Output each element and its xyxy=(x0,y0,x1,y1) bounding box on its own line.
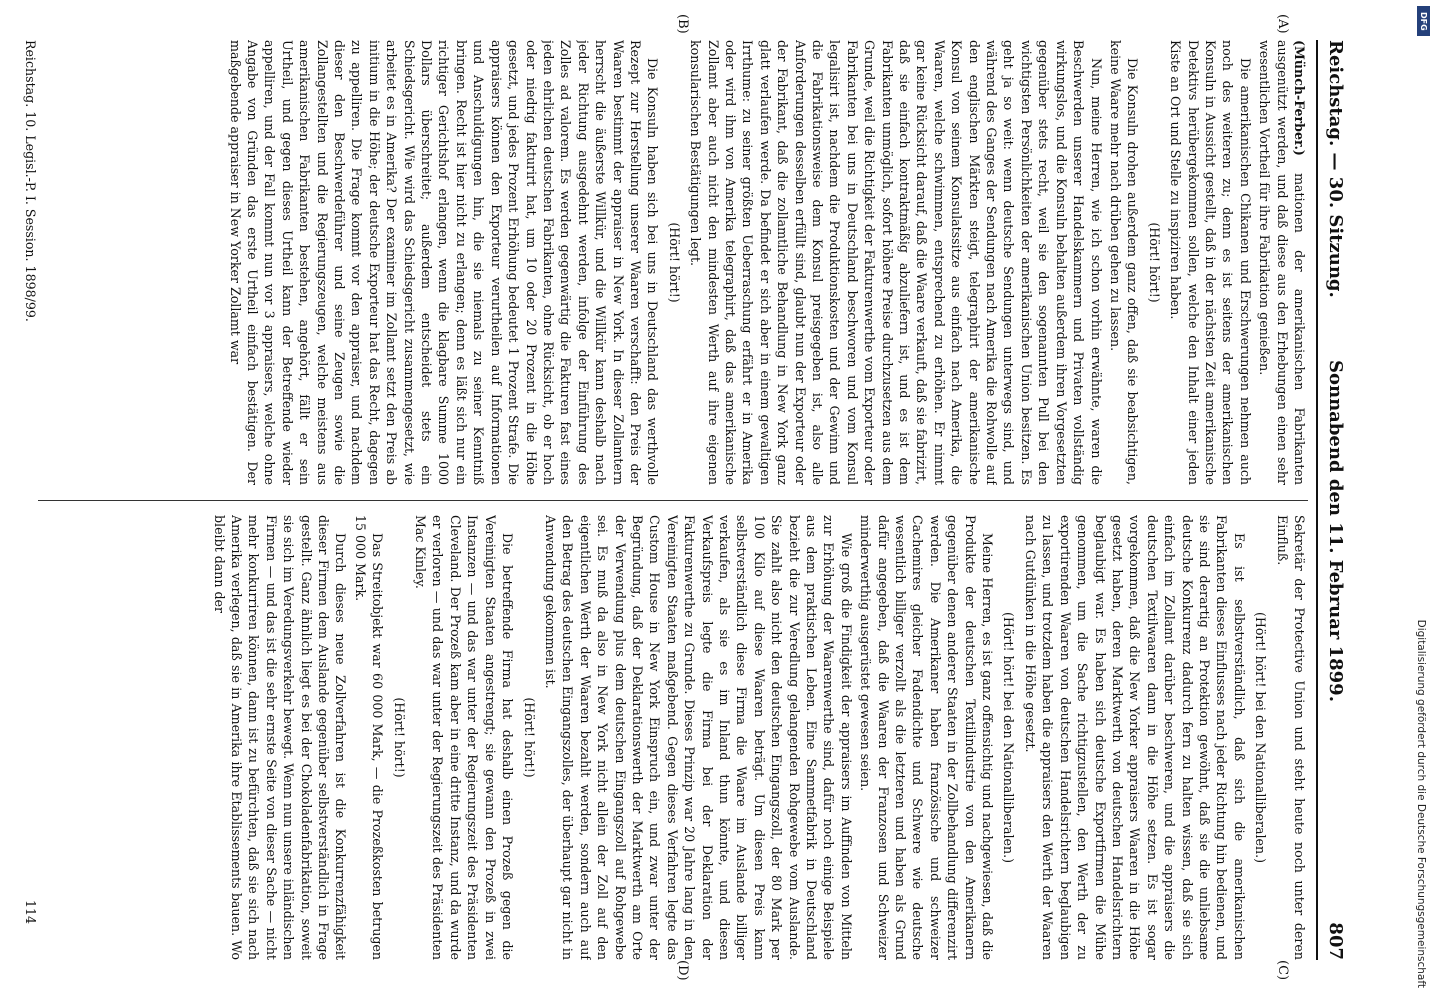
dfg-logo: DFG xyxy=(1417,6,1430,36)
right-column xyxy=(40,515,1308,960)
footer-signature: 114 xyxy=(23,900,38,925)
paragraph-text: mationen der amerikanischen Fabrikanten ausgenützt werden, und daß diese aus den Erhebungen einen sehr wesentlichen Vortheil für ihre Fabrikation genießen. xyxy=(1257,40,1307,485)
funding-credit-text: Digitalisierung gefördert durch die Deutsche Forschungsgemeinschaft xyxy=(1415,619,1427,988)
page-header xyxy=(1320,40,1350,960)
paragraph: Das Streitobjekt war 60 000 Mark, — die Prozeßkosten betrugen 15 000 Mark. xyxy=(352,515,386,960)
interjection: (Hört! hört!) xyxy=(391,697,407,778)
marker-b: (B) xyxy=(675,14,690,34)
paragraph xyxy=(1256,40,1308,485)
header-title: Reichstag. — 30. Sitzung. xyxy=(1325,40,1346,298)
paragraph: Die betreffende Firma hat deshalb einen Prozeß gegen die Vereinigten Staaten angestrengt; sie gewann den Prozeß in zwei Instanzen — und das war unter der Regierungszeit des Präsidenten Cleveland. Der Prozeß kam aber in eine dritte Instanz, und da wurde er verloren — und das war unter der Regierungszeit des Präsidenten Mac Kinley. xyxy=(413,515,516,960)
speaker-name: (Münch-Ferber.) xyxy=(1292,40,1307,156)
footer-session: Reichstag. 10. Legisl.-P. I. Session. 1898/99. xyxy=(23,40,38,322)
paragraph: Es ist selbstverständlich, daß sich die amerikanischen Fabrikanten dieses Einflusses nach jeder Richtung hin bedienen, und sie sind derartig an Protektion gewöhnt, daß sie die unliebsame deutsche Konkurrenz dadurch fern zu halten wissen, daß sie sich einfach im Zollamt darüber beschweren, und die appraisers die deutschen Textilwaaren dann in die Höhe setzen. Es ist sogar vorgekommen, daß die New Yorker appraisers Waaren in die Höhe gesetzt haben, deren Marktwerth von deutschen Handelsrichtern beglaubigt war. Es haben sich deutsche Exportfirmen die Mühe genommen, um die Sache richtigzustellen, den Werth der zu exportirenden Waaren von deutschen Handelsrichtern beglaubigen zu lassen, und trotzdem haben die appraisers den Werth der Waaren nach Gutdünken in die Höhe gesetzt. xyxy=(1022,515,1247,960)
left-column xyxy=(40,40,1308,485)
interjection: (Hört! hört!) xyxy=(521,697,537,778)
marker-a: (A) xyxy=(1275,14,1290,34)
paragraph: Nun, meine Herren, wie ich schon vorhin erwähnte, waren die Beschwerden unserer Handelskammern und Privaten vollständig wirkungslos, und die Konsuln behalten außerdem ihren Vorgesetzten gegenüber stets recht, weil sie den sogenannten Pull bei den wichtigsten Persönlichkeiten der amerikanischen Union besitzen. Es geht ja so weit: wenn deutsche Sendungen unterwegs sind, und während des Ganges der Sendungen nach Amerika die Rohwolle auf den englischen Märkten steigt, telegraphirt der amerikanische Konsul von seinem Konsulatssitze aus einfach nach Amerika, die Waaren, welche schwimmen, entsprechend zu erhöhen. Er nimmt gar keine Rücksicht darauf, daß die Waare verkauft, daß sie fabrizirt, daß sie einfach kontraktmäßig abzuliefern ist, und es ist dem Fabrikanten unmöglich, sofort höhere Preise durchzusetzen aus dem Grunde, weil die Richtigkeit der Fakturenwerthe vom Exporteur oder Fabrikanten bei uns in Deutschland beschworen und vom Konsul legalisirt ist, nachdem die Produktionskosten und der Gewinn und die Fabrikationsweise dem Konsul preisgegeben ist, also alle Anforderungen desselben erfüllt sind, glaubt nun der Exporteur oder der Fabrikant, daß die zollamtliche Behandlung in New York ganz glatt verlaufen werde. Da befindet er sich aber in einem gewaltigen Irrthume: zu seiner größten Ueberraschung erfährt er in Amerika oder wird ihm von Amerika telegraphirt, daß das amerikanische Zollamt aber auch nicht den mindesten Werth auf ihre eigenen konsularischen Bestätigungen legt. xyxy=(688,40,1104,485)
funding-credit xyxy=(1414,28,1428,988)
paragraph: Meine Herren, es ist ganz offensichtig und nachgewiesen, daß die Produkte der deutschen Textilindustrie von den Amerikanern gegenüber denen anderer Staaten in der Zollbehandlung differenzirt werden. Die Amerikaner haben französische und schweizer Cachemires gleicher Fadendichte und Schwere wie deutsche wesentlich billiger verzollt als die letzteren und haben als Grund dafür angegeben, daß die Waaren der Franzosen und Schweizer minderwerthig ausgerüstet gewesen seien. xyxy=(858,515,996,960)
header-rule xyxy=(1316,40,1318,960)
interjection: (Hört! hört! bei den Nationalliberalen.) xyxy=(1253,611,1269,864)
paragraph: Die Konsuln drohen außerdem ganz offen, daß sie beabsichtigen, keine Waare mehr nach drüben gehen zu lassen. xyxy=(1107,40,1141,485)
paragraph: Sekretär der Protective Union und steht heute noch unter deren Einfluß. xyxy=(1274,515,1307,960)
column-divider xyxy=(38,500,1308,501)
interjection: (Hört! hört!) xyxy=(666,222,682,303)
paragraph: Wie groß die Findigkeit der appraisers im Auffinden von Mitteln zur Erhöhung der Waarenwerthe sind, dafür noch einige Beispiele aus dem praktischen Leben. Eine Sammetfabrik in Deutschland bezieht die zur Veredlung gelangenden Rohgewebe vom Auslande. Sie zahlt also nicht den deutschen Eingangszoll, der 80 Mark per 100 Kilo auf diese Waaren beträgt. Um diesen Preis kann selbstverständlich diese Firma die Waare im Auslande billiger verkaufen, als sie es im Inland thun könnte, und diesen Verkaufspreis legte die Firma bei der Deklaration der Fakturenwerthe zu Grunde. Dieses Prinzip war 20 Jahre lang in den Vereinigten Staaten maßgebend. Gegen dieses Verfahren legte das Custom House in New York Einspruch ein, und zwar unter der Begründung, daß der Deklarationswerth der Marktwerth am Orte der Verwendung plus dem deutschen Eingangszoll auf Rohgewebe sei. Es muß da also in New York nicht allein der Zoll auf den eigentlichen Werth der Waaren bezahlt werden, sondern auch auf den Betrag des deutschen Eingangszolles, der überhaupt gar nicht in Anwendung gekommen ist. xyxy=(542,515,854,960)
paragraph: Die amerikanischen Chikanen und Erschwerungen nehmen auch noch des weiteren zu; denn es ist seitens der amerikanischen Konsuln in Aussicht gestellt, daß in der nächsten Zeit amerikanische Detektivs herübergekommen sollen, welche den Inhalt einer jeden Kiste an Ort und Stelle zu inspiziren haben. xyxy=(1168,40,1253,485)
interjection: (Hört! hört! bei den Nationalliberalen.) xyxy=(1001,611,1017,864)
interjection: (Hört! hört!) xyxy=(1146,222,1162,303)
paragraph: Durch dieses neue Zollverfahren ist die Konkurrenzfähigkeit dieser Firmen dem Auslande gegenüber selbstverständlich in Frage gestellt. Ganz ähnlich liegt es bei der Chokoladenfabrikation, soweit sie sich im Veredungsverkehr bewegt. Wenn nun unsere inländischen Firmen — und das ist die sehr ernste Seite von dieser Sache — nicht mehr konkurriren können, dann ist zu befürchten, daß sie sich nach Amerika verlegen, daß sie in Amerika ihre Etablissements bauen. Wo bleibt dann der xyxy=(211,515,349,960)
marker-c: (C) xyxy=(1275,960,1290,981)
header-date: Sonnabend den 11. Februar 1899. xyxy=(1325,360,1346,702)
paragraph: Die Konsuln haben sich bei uns in Deutschland das werthvolle Rezept zur Herstellung unserer Waaren verschafft: den Preis der Waaren bestimmt der appraiser in New York. In dieser Zollamtern herrscht die äußerste Willkür, und die Willkür kann deshalb nach jeder Richtung ausgedehnt werden, infolge der Einführung des Zolles ad valorem. Es werden gegenwärtig die Fakturen fast eines jeden ehrlichen deutschen Fabrikanten, ohne Rücksicht, ob er hoch oder niedrig fakturirt hat, um 10 oder 20 Prozent in die Höhe gesetzt, und jedes Prozent Erhöhung bedeutet 1 Prozent Strafe. Die appraisers können den Exporteur verurtheilen auf Informationen und Anschuldigungen hin, die sie niemals zu seiner Kenntniß bringen. Recht ist hier nicht zu erlangen; denn es läßt sich nur ein richtiger Gerichtshof erlangen, wenn die klagbare Summe 1000 Dollars überschreitet; außerdem entscheidet stets ein Schiedsgericht. Wie wird das Schiedsgericht zusammengesetzt, wie arbeitet es in Amerika? Der examiner im Zollamt setzt den Preis ab initium in die Höhe; der deutsche Exporteur hat das Recht, dagegen zu appelliren. Die Frage kommt vor den appraiser, und nachdem dieser den Beschwerdeführer und seine Zeugen sowie die Zollangestellten und die Regierungszeugen, welche meistens aus amerikanischen Fabrikanten bestehen, angehört, fällt er sein Urtheil, und gegen dieses Urtheil kann der Betreffende wieder appelliren, und der Fall kommt nun vor 3 appraisers, welche ohne Angabe von Gründen das erste Urtheil einfach bestätigen. Der maßgebende appraiser in New Yorker Zollamt war xyxy=(227,40,661,485)
marker-d: (D) xyxy=(675,960,690,981)
page-number: 807 xyxy=(1325,922,1346,960)
